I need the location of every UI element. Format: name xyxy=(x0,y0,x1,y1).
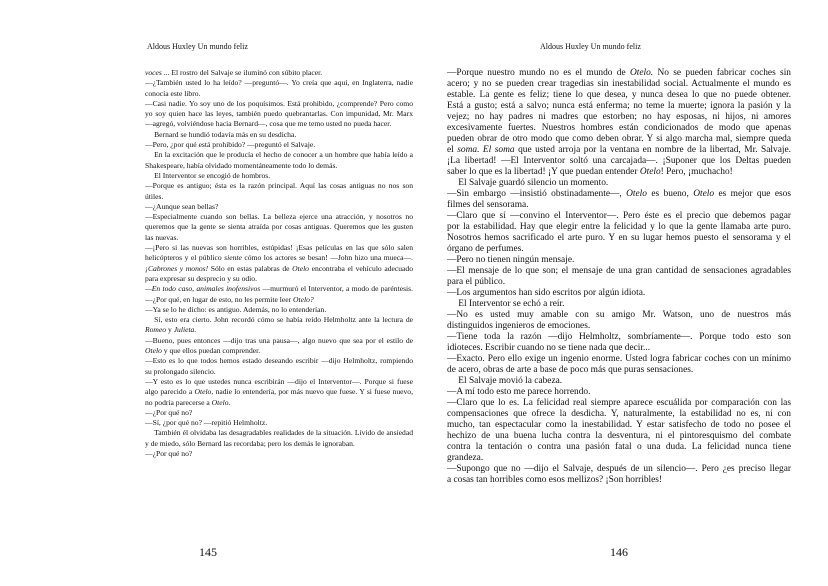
text-segment: yo soy quien hace las leyes, también puedo quebrantarlas. Con impunidad, Mr. Marx xyxy=(145,109,413,119)
text-segment: acero; y no se pueden crear tragedias sin inestabilidad social. Actualmente el mundo es xyxy=(447,79,791,89)
text-line xyxy=(447,167,791,178)
italic-text: Otelo xyxy=(639,167,661,177)
text-line xyxy=(145,305,413,315)
italic-text: Otelo xyxy=(693,189,715,199)
text-segment: También él olvidaba las desagradables realidades de la situación. Lívido de ansiedad xyxy=(154,428,413,438)
text-line xyxy=(145,150,413,160)
text-segment: —Claro que sí —convino el Interventor—. Pero éste es el precio que debemos pagar xyxy=(447,211,791,221)
text-segment: conocía este libro. xyxy=(145,88,201,98)
text-line xyxy=(145,274,413,284)
text-segment: y xyxy=(166,325,174,335)
text-segment: —Supongo que no —dijo el Salvaje, después de un silencio—. Pero ¿es preciso llegar xyxy=(447,464,791,474)
text-segment: —Sí, ¿por qué no? —repitió Helmholtz. xyxy=(145,418,268,428)
italic-text: Otelo. xyxy=(629,68,654,78)
text-line xyxy=(447,200,791,211)
text-segment: y de miedo, sólo Bernard las recordaba; pero los demás le ignoraban. xyxy=(145,438,355,448)
text-line xyxy=(447,332,791,343)
text-segment: cómo los actores se besan! —John hizo una mueca—. xyxy=(241,253,413,263)
text-segment: —Tiene toda la razón —dijo Helmholtz, sombríamente—. Porque todo esto son xyxy=(447,332,791,342)
text-segment: Shakespeare, había olvidado momentáneamente todo lo demás. xyxy=(145,160,338,170)
text-line xyxy=(447,255,791,266)
text-segment: helicópteros y el público xyxy=(145,253,225,263)
text-line xyxy=(447,420,791,431)
text-segment: que usted arroja por la ventana en nombre de la libertad, Mr. Salvaje. xyxy=(514,145,791,155)
text-line xyxy=(447,277,791,288)
text-segment: El Interventor se encogió de hombros. xyxy=(154,170,271,180)
text-line xyxy=(447,398,791,409)
text-segment: ! Pero, ¡muchacho! xyxy=(660,167,733,177)
text-segment: —Pero, ¿por qué está prohibido? —preguntó el Salvaje. xyxy=(145,140,316,150)
text-line xyxy=(447,299,791,310)
text-segment: El Salvaje movió la cabeza. xyxy=(458,376,563,386)
text-line xyxy=(447,68,791,79)
text-line xyxy=(447,90,791,101)
text-line xyxy=(145,171,413,181)
text-segment: ... El rostro del Salvaje se iluminó con súbito placer. xyxy=(161,68,323,77)
text-line xyxy=(447,464,791,475)
text-line xyxy=(145,243,413,253)
text-segment: algo parecido a xyxy=(145,387,195,397)
text-segment: no podría parecerse a xyxy=(145,397,212,407)
text-line xyxy=(145,130,413,140)
text-line xyxy=(145,377,413,387)
text-segment: es mejor que esos xyxy=(714,189,791,199)
text-line xyxy=(447,233,791,244)
italic-text: voces xyxy=(145,68,162,77)
text-segment: mucho, tan espectacular como la inestabilidad. Y estar satisfecho de todo no posee el xyxy=(447,420,791,430)
text-segment: —El mensaje de lo que son; el mensaje de una gran cantidad de sensaciones agradables xyxy=(447,266,791,276)
text-segment: encontraba el vehículo adecuado xyxy=(308,263,413,273)
italic-text: siente xyxy=(224,253,242,263)
text-segment: el xyxy=(447,145,458,155)
text-segment: —Casi nadie. Yo soy uno de los poquísimos. Está prohibido, ¿comprende? Pero como xyxy=(145,98,413,108)
text-segment: El Interventor se echó a reír. xyxy=(458,299,565,309)
text-line xyxy=(447,365,791,376)
text-line xyxy=(447,376,791,387)
italic-text: soma. El soma xyxy=(457,145,515,155)
italic-text: Otelo xyxy=(145,346,162,356)
text-segment: —¿Aunque sean bellas? xyxy=(145,201,219,211)
text-segment: —Bueno, pues entonces —dijo tras una pausa—, algo nuevo que sea por el estilo de xyxy=(145,335,413,345)
text-line xyxy=(447,112,791,123)
text-segment: —Claro que lo es. La felicidad real siempre aparece escuálida por comparación con las xyxy=(447,398,791,408)
text-segment: órgano de perfumes. xyxy=(447,244,524,254)
text-segment: Bernard se hundió todavía más en su desdicha. xyxy=(154,129,297,139)
text-segment: —Especialmente cuando son bellas. La belleza ejerce una atracción, y nosotros no xyxy=(145,212,413,222)
text-line xyxy=(447,266,791,277)
text-line xyxy=(447,343,791,354)
text-line xyxy=(145,212,413,222)
text-segment: —Los argumentos han sido escritos por algún idiota. xyxy=(447,288,646,298)
text-segment: de acero, obras de arte a base de poco más que puras sensaciones. xyxy=(447,365,694,375)
text-segment: útiles. xyxy=(145,191,164,201)
text-line xyxy=(447,178,791,189)
text-segment: —Y esto es lo que ustedes nunca escribirán —dijo el Interventor—. Porque si fuese xyxy=(145,376,413,386)
text-segment: Está a gusto; está a salvo; nunca está enferma; no teme la muerte; ignora la pasión y la xyxy=(447,101,791,111)
text-segment: estable. La gente es feliz; tiene lo que desea, y nunca desea lo que no puede obtener. xyxy=(447,90,791,100)
text-segment: filmes del sensorama. xyxy=(447,200,529,210)
text-line xyxy=(145,99,413,109)
text-line xyxy=(447,222,791,233)
text-line xyxy=(447,79,791,90)
italic-text: Otelo. xyxy=(211,397,231,407)
text-line xyxy=(145,284,413,294)
text-line xyxy=(447,134,791,145)
text-line xyxy=(145,161,413,171)
text-line xyxy=(447,442,791,453)
text-segment: excesivamente fuertes. Nuestros hombres están condicionados de modo que apenas xyxy=(447,123,791,133)
text-line xyxy=(145,315,413,325)
text-line xyxy=(447,189,791,200)
text-segment: —agregó, volviéndose hacia Bernard—, cosa que me temo usted no pueda hacer. xyxy=(145,119,392,129)
text-line xyxy=(145,356,413,366)
text-segment: —Sin embargo —insistió obstinadamente—, xyxy=(447,189,627,199)
text-segment: El Salvaje guardó silencio un momento. xyxy=(458,178,609,188)
text-segment: No se pueden fabricar coches sin xyxy=(653,68,791,78)
text-line xyxy=(145,367,413,377)
text-line xyxy=(145,398,413,408)
italic-text: Julieta. xyxy=(173,325,197,335)
text-line xyxy=(145,181,413,191)
italic-text: Otelo? xyxy=(293,294,314,304)
text-line xyxy=(145,119,413,129)
text-line xyxy=(447,310,791,321)
text-segment: —¿También usted lo ha leído? —preguntó—. Yo creía que aquí, en Inglaterra, nadie xyxy=(145,78,413,88)
text-line xyxy=(447,101,791,112)
text-line xyxy=(145,408,413,418)
text-segment: y que ellos puedan comprender. xyxy=(161,346,261,356)
text-line xyxy=(145,418,413,428)
text-segment: —A mí todo esto me parece horrendo. xyxy=(447,387,591,397)
text-line xyxy=(447,431,791,442)
text-line xyxy=(145,109,413,119)
text-segment: —¿Por qué, en lugar de esto, no les permite leer xyxy=(145,294,294,304)
text-line xyxy=(145,387,413,397)
text-segment: —¿Por qué no? xyxy=(145,448,193,458)
text-segment: a cosas tan horribles como esos mellizos? ¡Son horribles! xyxy=(447,475,663,485)
text-segment: nadie lo entendería, por más nuevo que fuese. Y si fuese nuevo, xyxy=(213,387,413,397)
text-line xyxy=(145,295,413,305)
page-body xyxy=(145,68,413,459)
text-segment: idioteces. Escribir cuando no se tiene nada que decir... xyxy=(447,343,651,353)
text-line xyxy=(447,145,791,156)
text-segment: Nosotros hemos sacrificado el arte puro. Y en su lugar hemos puesto el sensorama y el xyxy=(447,233,791,243)
page-body xyxy=(447,68,791,486)
text-segment: distinguidos ingenieros de emociones. xyxy=(447,321,591,331)
italic-text: ¡Cabrones y monos! xyxy=(145,263,209,273)
text-segment: —¿Por qué no? xyxy=(145,407,193,417)
italic-text: Romeo xyxy=(145,325,167,335)
page-number: 146 xyxy=(610,545,628,559)
text-line xyxy=(145,233,413,243)
right-page xyxy=(414,0,828,586)
text-segment: es bueno, xyxy=(646,189,694,199)
text-line xyxy=(145,428,413,438)
text-segment: por la estabilidad. Hay que elegir entre la felicidad y lo que la gente llamaba arte puro. xyxy=(447,222,791,232)
text-segment: para expresar su desprecio y su odio. xyxy=(145,273,257,283)
text-segment: ¡La libertad! —El Interventor soltó una carcajada—. ¡Suponer que los Deltas pueden xyxy=(447,156,791,166)
text-line xyxy=(145,346,413,356)
text-segment: —Exacto. Pero ello exige un ingenio enorme. Usted logra fabricar coches con un mínimo xyxy=(447,354,791,364)
text-line xyxy=(145,68,413,78)
italic-text: Otelo xyxy=(626,189,647,199)
text-line xyxy=(447,409,791,420)
running-header: Aldous Huxley Un mundo feliz xyxy=(540,42,641,51)
italic-text: —En todo caso, animales inofensivos xyxy=(145,284,261,294)
text-segment: Sí, esto era cierto. John recordó cómo se había reído Helmholtz ante la lectura de xyxy=(154,315,413,325)
text-segment: —Ya se lo he dicho: es antiguo. Además, no lo entenderían. xyxy=(145,304,327,314)
text-segment: compensaciones que ofrece la desdicha. Y, naturalmente, la estabilidad no es, ni con xyxy=(447,409,791,419)
text-line xyxy=(447,387,791,398)
text-line xyxy=(447,354,791,365)
text-line xyxy=(145,89,413,99)
text-segment: para el público. xyxy=(447,277,506,287)
text-segment: —murmuró el Interventor, a modo de paréntesis. xyxy=(260,284,413,294)
text-line xyxy=(447,244,791,255)
text-segment: En la excitación que le producía el hecho de conocer a un hombre que había leído a xyxy=(154,150,413,160)
text-line xyxy=(447,123,791,134)
italic-text: Otelo, xyxy=(194,387,214,397)
text-line xyxy=(145,222,413,232)
text-line xyxy=(145,449,413,459)
running-header: Aldous Huxley Un mundo feliz xyxy=(147,42,248,51)
text-line xyxy=(145,325,413,335)
text-segment: Sólo en estas palabras de xyxy=(208,263,293,273)
text-line xyxy=(145,253,413,263)
italic-text: Otelo xyxy=(292,263,309,273)
text-line xyxy=(145,336,413,346)
text-segment: pueden obrar de otro modo que como deben obrar. Y si algo marcha mal, siempre queda xyxy=(447,134,791,144)
text-segment: —¡Pero si las nuevas son horribles, estúpidas! ¡Esas películas en las que sólo salen xyxy=(145,243,413,253)
text-line xyxy=(145,202,413,212)
text-segment: contra la tentación o contra una pasión fatal o una duda. La felicidad nunca tiene xyxy=(447,442,791,452)
text-segment: —Pero no tienen ningún mensaje. xyxy=(447,255,575,265)
text-segment: grandeza. xyxy=(447,453,484,463)
text-segment: su prolongado silencio. xyxy=(145,366,216,376)
text-line xyxy=(447,453,791,464)
text-line xyxy=(447,288,791,299)
text-segment: saber lo que es la libertad! ¡Y que puedan entender xyxy=(447,167,640,177)
text-segment: las nuevas. xyxy=(145,232,179,242)
text-line xyxy=(145,439,413,449)
text-segment: —Porque es antiguo; ésta es la razón principal. Aquí las cosas antiguas no nos son xyxy=(145,181,413,191)
text-segment: —Esto es lo que todos hemos estado deseando escribir —dijo Helmholtz, rompiendo xyxy=(145,356,413,366)
text-segment: hechizo de una buena lucha contra la desventura, ni el pintoresquismo del combate xyxy=(447,431,791,441)
text-segment: —Porque nuestro mundo no es el mundo de xyxy=(447,68,630,78)
text-line xyxy=(447,321,791,332)
text-line xyxy=(145,192,413,202)
text-line xyxy=(447,211,791,222)
text-line xyxy=(447,475,791,486)
page-number: 145 xyxy=(199,545,217,559)
text-line xyxy=(145,78,413,88)
text-line xyxy=(145,264,413,274)
text-segment: queremos que la gente se sienta atraída por cosas antiguas. Queremos que les gusten xyxy=(145,222,413,232)
text-line xyxy=(145,140,413,150)
text-segment: vejez; no hay padres ni madres que estorben; no hay esposas, ni hijos, ni amores xyxy=(447,112,791,122)
text-segment: —No es usted muy amable con su amigo Mr. Watson, uno de nuestros más xyxy=(447,310,791,320)
text-line xyxy=(447,156,791,167)
